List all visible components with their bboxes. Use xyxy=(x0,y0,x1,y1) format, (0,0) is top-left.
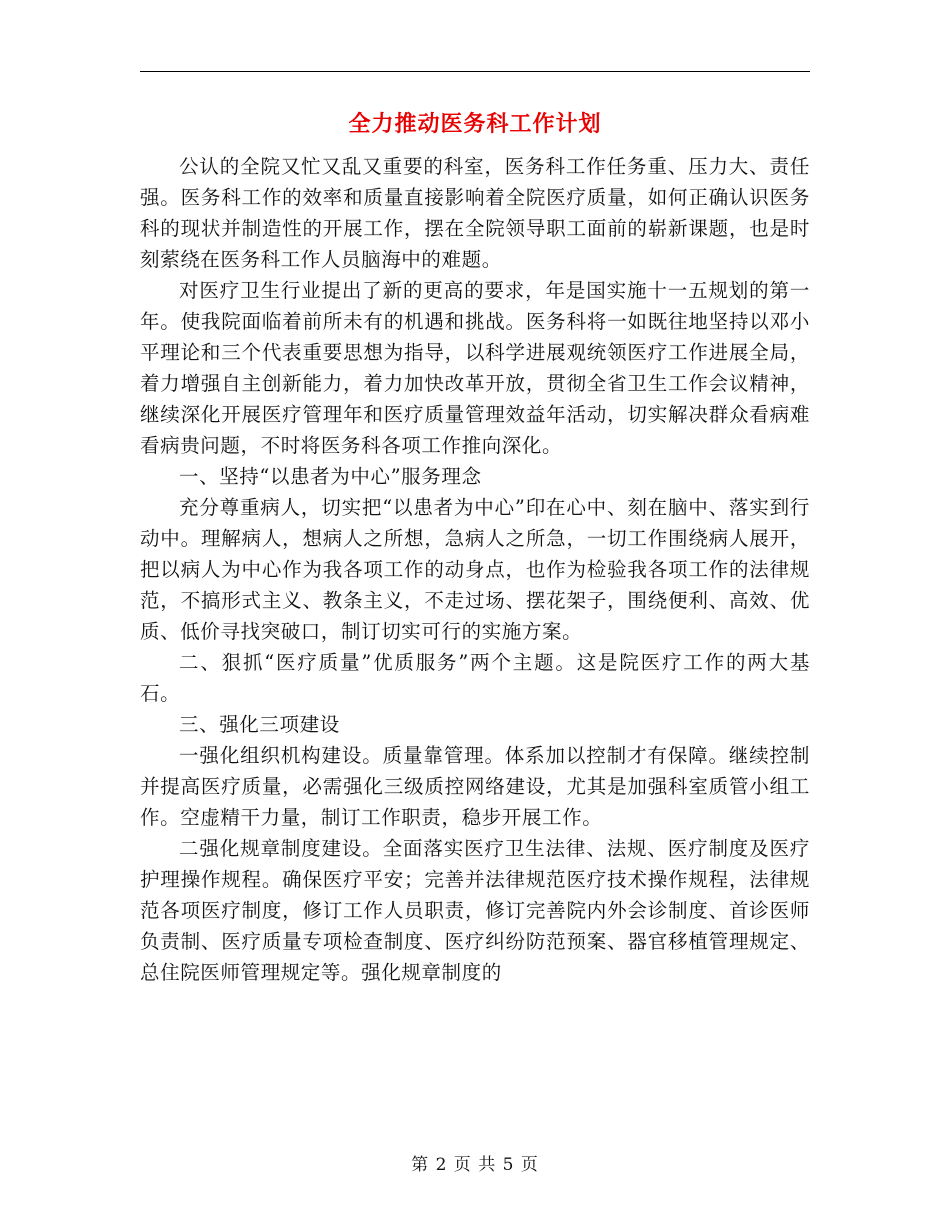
section-heading-1: 一、坚持“以患者为中心”服务理念 xyxy=(179,465,482,488)
paragraph-requirements: 对医疗卫生行业提出了新的更高的要求，年是国实施十一五规划的第一年。使我院面临着前所未有的机遇和挑战。医务科将一如既往地坚持以邓小平理论和三个代表重要思想为指导，以科学进展观统领医疗工作进展全局，着力增强自主创新能力，着力加快改革开放，贯彻全省卫生工作会议精神，继续深化开展医疗管理年和医疗质量管理效益年活动，切实解决群众看病难看病贵问题，不时将医务科各项工作推向深化。 xyxy=(140,279,810,457)
document-body xyxy=(140,151,810,988)
page-footer xyxy=(0,1153,950,1177)
paragraph-regulations: 二强化规章制度建设。全面落实医疗卫生法律、法规、医疗制度及医疗护理操作规程。确保医疗平安；完善并法律规范医疗技术操作规程，法律规范各项医疗制度，修订工作人员职责，修订完善院内外会诊制度、首诊医师负责制、医疗质量专项检查制度、医疗纠纷防范预案、器官移植管理规定、总住院医师管理规定等。强化规章制度的 xyxy=(140,837,810,984)
page-number: 第 2 页 共 5 页 xyxy=(411,1155,539,1175)
paragraph-organization: 一强化组织机构建设。质量靠管理。体系加以控制才有保障。继续控制并提高医疗质量，必需强化三级质控网络建设，尤其是加强科室质管小组工作。空虚精干力量，制订工作职责，稳步开展工作。 xyxy=(140,744,810,829)
paragraph-intro: 公认的全院又忙又乱又重要的科室，医务科工作任务重、压力大、责任强。医务科工作的效率和质量直接影响着全院医疗质量，如何正确认识医务科的现状并制造性的开展工作，摆在全院领导职工面前的崭新课题，也是时刻萦绕在医务科工作人员脑海中的难题。 xyxy=(140,155,810,271)
document-title: 全力推动医务科工作计划 xyxy=(348,112,602,137)
section-heading-2: 二、狠抓“医疗质量”优质服务”两个主题。这是院医疗工作的两大基石。 xyxy=(140,651,810,705)
section-heading-3: 三、强化三项建设 xyxy=(179,713,340,736)
header-rule xyxy=(140,71,810,72)
paragraph-patient-centered: 充分尊重病人，切实把“以患者为中心”印在心中、刻在脑中、落实到行动中。理解病人，想病人之所想，急病人之所急，一切工作围绕病人展开，把以病人为中心作为我各项工作的动身点，也作为检验我各项工作的法律规范，不搞形式主义、教条主义，不走过场、摆花架子，围绕便利、高效、优质、低价寻找突破口，制订切实可行的实施方案。 xyxy=(140,496,810,643)
